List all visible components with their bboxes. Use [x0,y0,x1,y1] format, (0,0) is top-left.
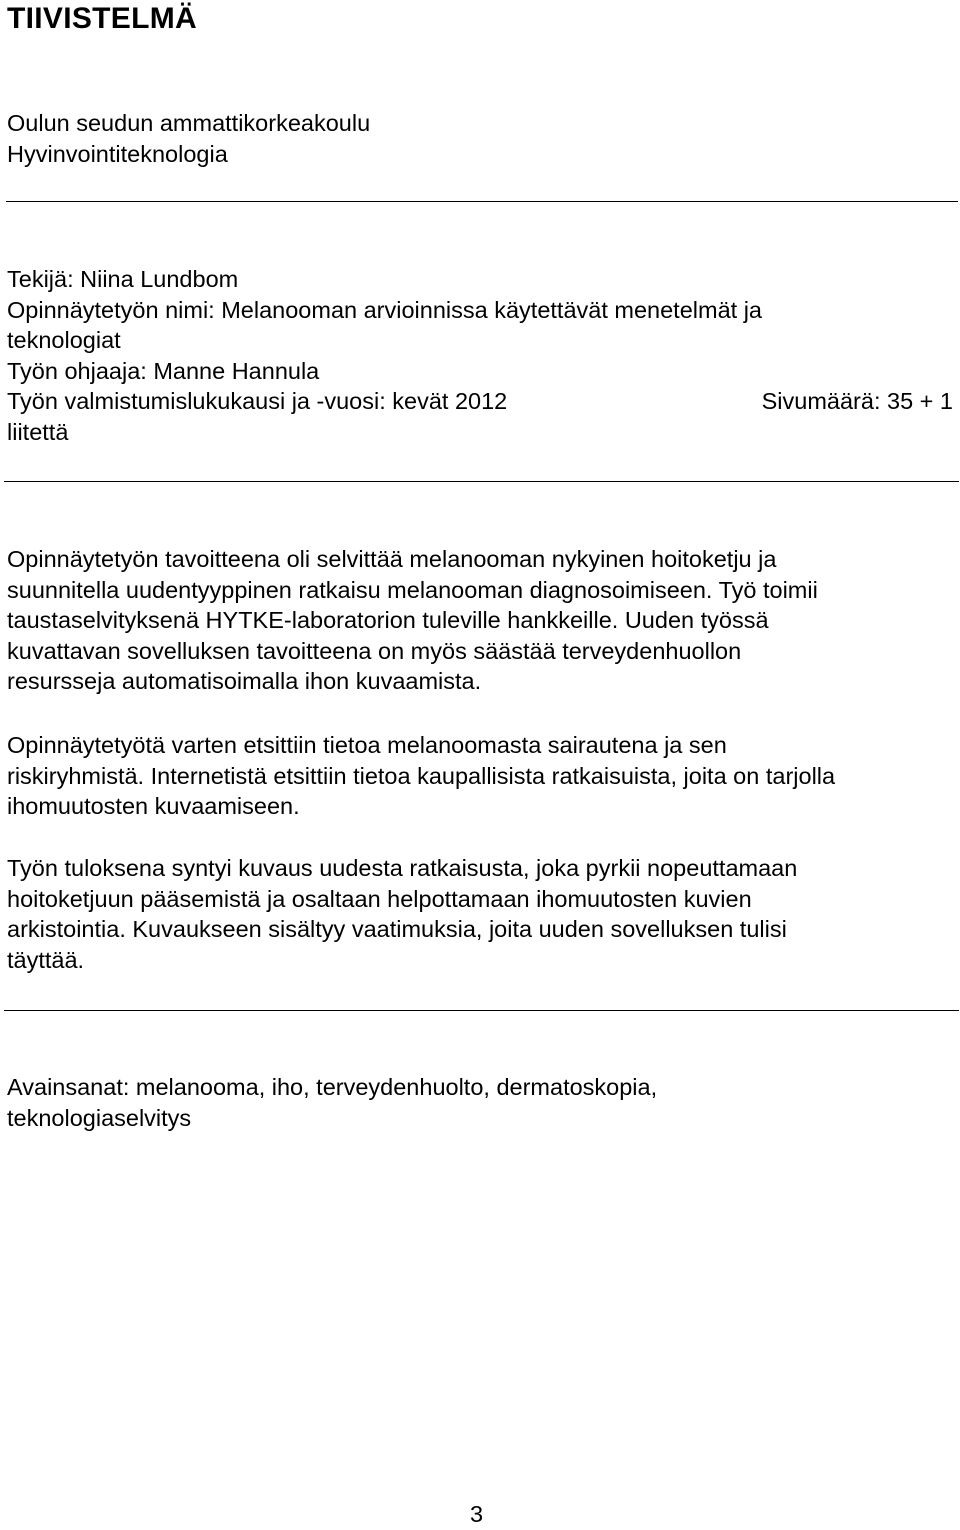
supervisor-line: Työn ohjaaja: Manne Hannula [7,357,320,384]
page-count-cont: liitettä [7,418,69,445]
abstract-line: arkistointia. Kuvaukseen sisältyy vaatimuksia, joita uuden sovelluksen tulisi [7,916,787,943]
completion-text: Työn valmistumislukukausi ja -vuosi: kevät 2012 [7,388,508,415]
keywords-line-cont: teknologiaselvitys [7,1104,192,1131]
author-line: Tekijä: Niina Lundbom [7,266,239,292]
divider-middle [4,481,959,482]
abstract-line: riskiryhmistä. Internetistä etsittiin tietoa kaupallisista ratkaisuista, joita on tarjolla [7,762,836,789]
keywords-line: Avainsanat: melanooma, iho, terveydenhuolto, dermatoskopia, [7,1074,658,1100]
school-name: Oulun seudun ammattikorkeakoulu [7,110,371,136]
thesis-name-line: Opinnäytetyön nimi: Melanooman arvioinnissa käytettävät menetelmät ja [7,296,762,323]
abstract-line: ihomuutosten kuvaamiseen. [7,793,300,820]
institution-block [7,108,953,169]
program-name: Hyvinvointiteknologia [7,140,228,167]
abstract-line: Työn tuloksena syntyi kuvaus uudesta ratkaisusta, joka pyrkii nopeuttamaan [7,855,798,881]
abstract-line: kuvattavan sovelluksen tavoitteena on myös säästää terveydenhuollon [7,637,742,664]
abstract-paragraph-2 [7,730,953,822]
page-title: TIIVISTELMÄ [7,2,197,35]
abstract-line: taustaselvityksenä HYTKE-laboratorion tuleville hankkeille. Uuden työssä [7,607,769,634]
completion-row [7,386,953,417]
abstract-line: Opinnäytetyön tavoitteena oli selvittää melanooman nykyinen hoitoketju ja [7,546,777,572]
abstract-line: hoitoketjuun pääsemistä ja osaltaan helpottamaan ihomuutosten kuvien [7,885,752,912]
abstract-paragraph-3 [7,853,953,975]
thesis-meta-block [7,264,953,448]
abstract-line: Opinnäytetyötä varten etsittiin tietoa melanoomasta sairautena ja sen [7,732,727,758]
divider-bottom [4,1010,959,1011]
page-number: 3 [470,1501,484,1527]
abstract-line: resursseja automatisoimalla ihon kuvaamista. [7,668,482,695]
thesis-name-line-cont: teknologiat [7,327,121,354]
abstract-line: täyttää. [7,946,85,973]
page-count-text: Sivumäärä: 35 + 1 [761,388,953,415]
abstract-line: suunnitella uudentyyppinen ratkaisu melanooman diagnosoimiseen. Työ toimii [7,576,818,603]
keywords-block [7,1072,953,1133]
divider-top [6,201,958,202]
abstract-paragraph-1 [7,544,953,697]
